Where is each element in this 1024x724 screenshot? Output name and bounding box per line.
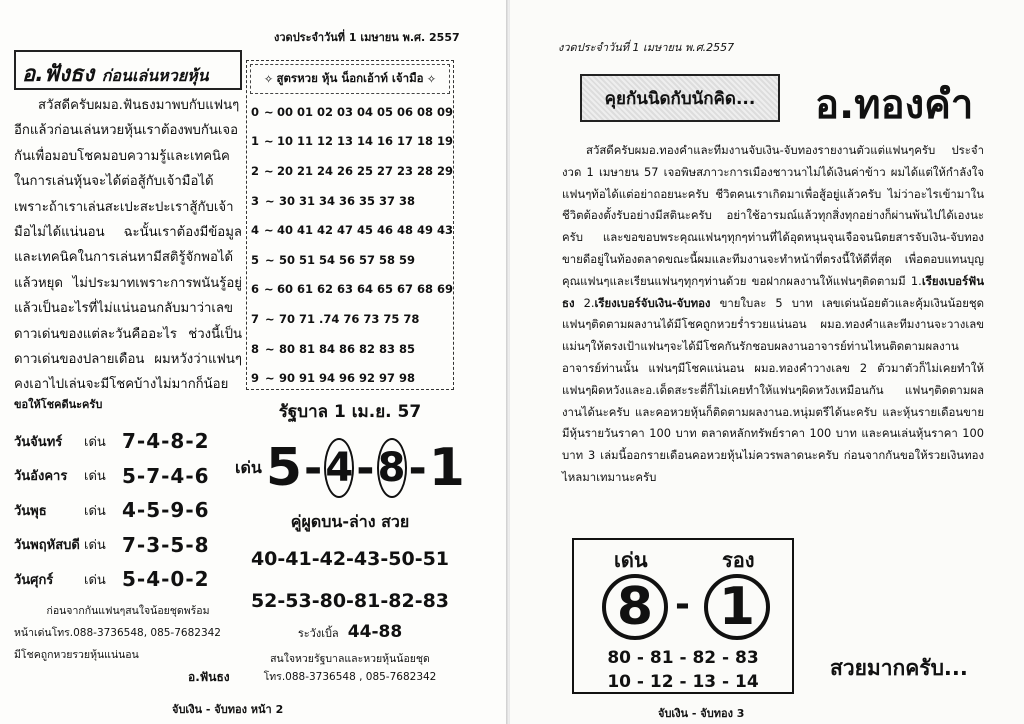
day-play-label: เด่น [84,469,106,485]
formula-table [246,60,454,390]
right-footer: จับเงิน - จับทอง 3 [658,707,745,720]
formula-table-title: ✧ สูตรหวย หุ้น น็อกเอ้าท์ เจ้ามือ ✧ [250,64,450,94]
left-title-box [14,50,242,90]
lotto-date-heading: รัฐบาล 1 เม.ย. 57 [278,402,422,422]
pairs-line: 52-53-80-81-82-83 [250,590,450,612]
table-row: 4 ~ 40 41 42 47 45 46 48 49 43 [251,223,453,238]
right-banner [580,74,780,122]
main-number-circle: 1 [704,574,770,640]
right-header-date: งวดประจำวันที่ 1 เมษายน พ.ศ.2557 [558,41,735,54]
featured-play-label: เด่น [235,457,262,477]
day-name: วันพฤหัสบดี [14,538,80,554]
watch-double [246,622,454,642]
day-numbers: 5-7-4-6 [122,463,210,488]
right-number-box [572,538,794,694]
featured-digit: 1 [428,438,465,498]
day-name: วันจันทร์ [14,434,63,450]
box-numbers-line: 80 - 81 - 82 - 83 [607,648,759,668]
pairs-line: 40-41-42-43-50-51 [250,548,450,570]
day-name: วันศุกร์ [14,572,54,588]
day-row-wednesday [14,493,242,528]
left-tail-line: ก่อนจากกันแฟนๆสนใจน้อยชุดพร้อม [46,605,210,617]
watch-numbers: 44-88 [347,622,403,642]
day-numbers: 5-4-0-2 [122,567,210,592]
left-title-sub: ก่อนเล่นหวยหุ้น [101,66,209,85]
left-tail-text [14,600,242,666]
day-play-label: เด่น [84,538,106,554]
day-name: วันพุธ [14,503,47,519]
table-row: 6 ~ 60 61 62 63 64 65 67 68 69 [251,282,453,297]
day-row-monday [14,424,242,459]
left-page [0,0,508,724]
star-icon: ✧ [263,72,274,86]
day-name: วันอังคาร [14,469,68,485]
day-play-label: เด่น [84,572,106,588]
day-play-label: เด่น [84,434,106,450]
watch-label: ระวังเบิ้ล [297,627,339,640]
product-name: เรียงเบอร์จับเงิน-จับทอง [594,295,711,310]
left-header-date: งวดประจำวันที่ 1 เมษายน พ.ศ. 2557 [274,31,460,44]
star-icon: ✧ [426,72,437,86]
right-page [510,0,1024,724]
featured-digit: 5 [265,438,302,498]
featured-numbers: เด่น 5 - 4 - 8 - 1 [235,438,465,498]
table-row: 5 ~ 50 51 54 56 57 58 59 [251,252,416,267]
featured-digit-circled: 8 [377,438,407,498]
table-row: 3 ~ 30 31 34 36 35 37 38 [251,193,416,208]
main-number-circle: 8 [602,574,668,640]
table-row: 1 ~ 10 11 12 13 14 16 17 18 19 [251,134,453,149]
main-number-dash: - [675,584,690,625]
table-row: 0 ~ 00 01 02 03 04 05 06 08 09 [251,104,453,119]
day-row-thursday [14,528,242,563]
left-tail-line: มีโชคถูกหวยรวยหุ้นแน่นอน [14,649,139,661]
right-author-name: อ.ทองคำ [815,82,974,128]
right-goodbye: สวยมากครับ... [830,656,968,680]
left-article-tail: ขอให้โชคดีนะครับ [14,397,103,411]
day-row-friday [14,562,242,597]
product-name: เรียงเบอร์ฟันธง [562,273,984,310]
left-article-body: สวัสดีครับผมอ.ฟันธงมาพบกับแฟนๆอีกแล้วก่อนเล่นหวยหุ้นเราต้องพบกันเจอกันเพื่อมอบโชคมอบความรู้และเทคนิคในการเล่นหุ้นจะได้ต่อสู้กับเจ้ามือได้เพราะถ้าเราเล่นสะเปะสะปะเราสู้กับเจ้ามือไม่ได้แน่นอน ฉะนั้นเราต้องมีข้อมูลและเทคนิคในการเล่นหามีสติรู้จักพอได้แล้วหยุด ไม่ประมาทเพราะการพนันรู้อยู่แล้วเป็นอะไรที่ไม่แน่นอนกลับมาว่าเลขดาวเด่นของแต่ละวันคืออะไร ช่วงนี้เป็นดาวเด่นของปลายเดือน ผมหวังว่าแฟนๆคงเอาไปเล่นจะมีโชคบ้างไม่มากก็น้อย [14,98,242,393]
day-numbers: 4-5-9-6 [122,498,210,523]
day-row-tuesday [14,459,242,494]
left-title: อ.ฟังธง [22,62,95,87]
left-contact: สนใจหวยรัฐบาลและหวยหุ้นน้อยชุด โทร.088-3736548 , 085-7682342 [263,653,437,683]
box-play-label: เด่น [614,548,648,572]
left-footer: จับเงิน - จับทอง หน้า 2 [172,703,284,716]
day-play-label: เด่น [84,503,106,519]
table-row: 7 ~ 70 71 .74 76 73 75 78 [251,311,420,326]
box-numbers-line: 10 - 12 - 13 - 14 [607,672,759,692]
day-numbers: 7-3-5-8 [122,532,210,557]
table-row: 9 ~ 90 91 94 96 92 97 98 [251,371,416,386]
day-numbers-list [14,424,242,597]
left-article [14,93,242,412]
table-row: 8 ~ 80 81 84 86 82 83 85 [251,341,416,356]
day-numbers: 7-4-8-2 [122,429,210,454]
right-banner-text: คุยกันนิดกับนักคิด... [604,88,756,109]
right-article: สวัสดีครับผมอ.ทองคำและทีมงานจับเงิน-จับทองรายงานตัวแต่แฟนๆครับ ประจำงวด 1 เมษายน 57 เจอพิษสภาวะการเมืองชาวนาไม่ได้เงินค่าข้าว ผมได้แต่ให้กำลังใจแฟนๆท้อได้แต่อย่าถอยนะครับ ชีวิตคนเราเกิดมาเพื่อสู้อยู่แล้วครับ ไม่ว่าอะไรเข้ามาในชีวิตต้องตั้งรับอย่างมีสตินะครับ อย่าใช้อารมณ์แล้วทุกสิ่งทุกอย่างก็ผ่านพ้นไปได้เองนะครับ และขอขอบพระคุณแฟนๆทุกๆท่านที่ได้อุดหนุนจุนเจือจนนิตยสารจับเงิน-จับทองขายดีอยู่ในท้องตลาดขณะนี้ผมและทีมงานจะทำหน้าที่ตรงนี้ให้ดีที่สุด เพื่อตอบแทนบุญคุณแฟนๆและเรียนแฟนๆทุกๆท่านด้วย ขอฝากผลงานให้แฟนๆติดตามมี 1.เรียงเบอร์ฟันธง 2.เรียงเบอร์จับเงิน-จับทอง ขายใบละ 5 บาท เลขเด่นน้อยตัวและคุ้มเงินน้อยชุดแฟนๆติดตามผลงานได้มีโชคถูกหวยร่ำรวยแน่นอน ผมอ.ทองคำและทีมงานจะวางเลขแม่นๆให้ตรงเป้าแฟนๆจะได้มีโชคกันรักชอบผลงานอาจารย์ท่านไหนติดตามผลงานอาจารย์ท่านนั้น แฟนๆมีโชคแน่นอน ผมอ.ทองคำวางเลข 2 ตัวมาตัวก็ไม่เคยทำให้แฟนๆผิดหวังและอ.เด็ดสะระตี่ก็ไม่เคยทำให้แฟนๆผิดหวังเหมือนกัน แฟนๆติดตามผลงานได้นะครับ และคอหวยหุ้นก็ติดตามผลงานอ.หนุ่มตรีได้นะครับ และหุ้นรายเดือนขายมีหุ้นรายวันราคา 100 บาท ตลาดหลักทรัพย์ราคา 100 บาท และคนเล่นหุ้นราคา 100 บาท 3 เล่มนี้ออกรายเดือนคอหวยหุ้นไม่ควรพลาดนะครับ ก่อนจากกันขอให้รวยเงินทองไหลมาเทมานะครับ [562,143,984,484]
pairs-title: คู่ผูดบน-ล่าง สวย [290,512,410,531]
left-signature: อ.ฟันธง [188,670,230,684]
left-tail-line: หน้าเด่นโทร.088-3736548, 085-7682342 [14,627,221,639]
box-second-label: รอง [722,548,755,572]
table-row: 2 ~ 20 21 24 26 25 27 23 28 29 [251,163,453,178]
featured-digit-circled: 4 [324,438,354,498]
